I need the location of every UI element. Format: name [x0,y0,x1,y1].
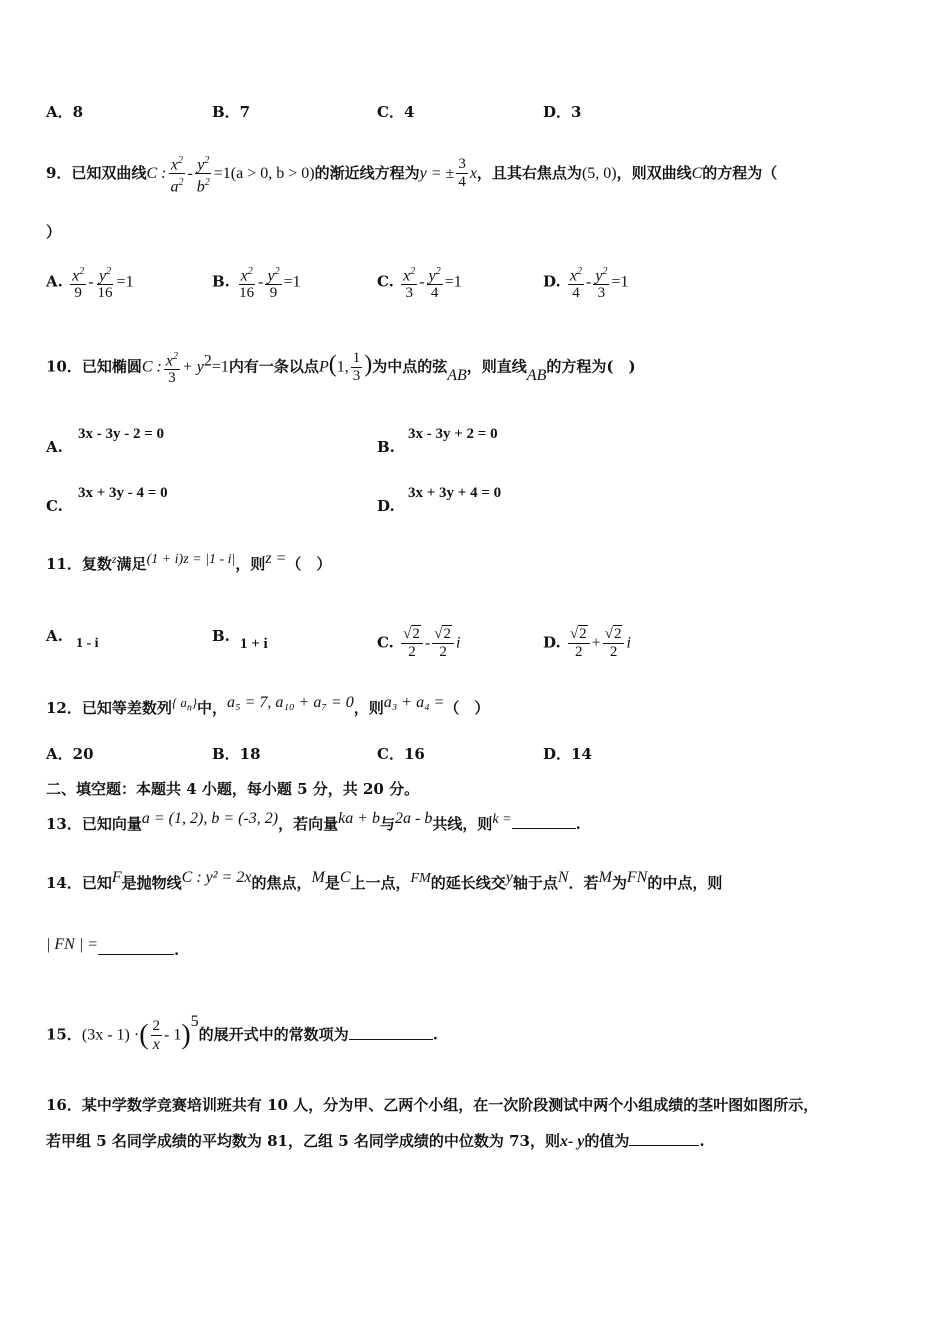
q8-option-b: B．7 [212,103,251,121]
q8-option-c: C．4 [377,103,415,121]
q9-option-d: D. $\frac{x^2}{4}$ - $\frac{y^2}{3}$ =1 [543,263,629,302]
q10-option-b-expr: 3x - 3y + 2 = 0 [408,426,498,442]
q8-option-d: D．3 [543,103,582,121]
question-12: 12．已知等差数列{ $a_n$}中，a₅ = 7, a₁₀ + a₇ = 0，则a₃ + a₄ =（ ） [46,694,490,717]
q9-asym: y = ± [419,164,455,182]
section-2-heading: 二、填空题：本题共 4 小题，每小题 5 分，共 20 分。 [46,780,420,798]
q10-option-a-expr: 3x - 3y - 2 = 0 [78,426,165,442]
q11-option-c: C. $\frac{√2}{2}$ - $\frac{√2}{2}$ i [377,626,461,660]
q9-tail2: ，则双曲线 [616,163,692,182]
q10-option-a-label: A. [46,438,63,456]
question-15: 15．(3x - 1) ·( $\frac{2}{x}$ - 1)$^5$的展开式中的常数项为 . [46,1012,438,1053]
question-10: 10．已知椭圆C : $\frac{x^2}{3}$ + $y^2=1$内有一条以点P(1, $\frac{1}{3}$ )为中点的弦AB，则直线AB的方程为( ) [46,348,636,387]
q9-option-a: A. $\frac{x^2}{9}$ - $\frac{y^2}{16}$ =1 [46,263,134,302]
q8-option-a: A．8 [46,103,84,121]
question-16-line-1: 16．某中学数学竞赛培训班共有 10 人，分为甲、乙两个小组，在一次阶段测试中两个小组成绩的茎叶图如图所示， [46,1096,819,1114]
q11-option-b-expr: 1 + i [240,636,268,652]
question-13: 13．已知向量a = (1, 2), b = (-3, 2)，若向量ka + b与2a - b共线，则k = . [46,810,581,833]
q9-curve: C : [146,164,167,182]
q13-answer-blank[interactable] [512,814,576,829]
q12-option-c: C．16 [377,745,425,763]
q11-option-d: D. $\frac{√2}{2}$ + $\frac{√2}{2}$ i [543,626,631,660]
q9-option-c: C. $\frac{x^2}{3}$ - $\frac{y^2}{4}$ =1 [377,263,462,302]
question-9: 9．已知双曲线C : $\frac{x^2}{a^2}$ - $\frac{y^2}{b^2}$ =1(a > 0, b > 0)的渐近线方程为y = ± $\frac{3}{4}$ x，且其右焦点为(5, 0)，则双曲线C的方程为（ [46,152,777,196]
q10-option-c-expr: 3x + 3y - 4 = 0 [78,485,168,501]
q14-answer-blank[interactable] [98,940,174,955]
q15-answer-blank[interactable] [349,1025,433,1040]
q9-close-paren: ） [46,223,62,241]
q9-label: 9．已知双曲线 [46,163,147,182]
q9-focus: (5, 0) [581,164,617,182]
q9-C: C [691,164,703,182]
q9-frac-x: $\frac{x^2}{a^2}$ [168,152,185,196]
q9-tail: ，且其右焦点为 [476,163,582,182]
q11-option-a-label: A. [46,627,63,645]
q10-option-d-label: D. [377,497,395,515]
q12-option-b: B．18 [212,745,261,763]
q10-option-b-label: B. [377,438,395,456]
q14-answer-line: | FN | = . [46,936,180,959]
question-16-line-2: 若甲组 5 名同学成绩的平均数为 81，乙组 5 名同学成绩的中位数为 73，则x- y的值为 . [46,1132,705,1150]
q12-option-d: D．14 [543,745,592,763]
q10-option-c-label: C. [46,497,63,515]
q9-mid: 的渐近线方程为 [314,163,420,182]
q9-frac-y: $\frac{y^2}{b^2}$ [195,152,212,196]
q9-option-b: B. $\frac{x^2}{16}$ - $\frac{y^2}{9}$ =1 [212,263,301,302]
q12-option-a: A．20 [46,745,94,763]
q9-asym-frac: $\frac{3}{4}$ [458,156,466,191]
q16-answer-blank[interactable] [629,1131,699,1146]
question-11: 11．复数$^z$满足(1 + i)z = |1 - i|，则z =（ ） [46,550,332,573]
q9-cond: =1(a > 0, b > 0) [213,164,315,182]
question-14: 14．已知F是抛物线C : y² = 2x的焦点，M是C上一点，FM的延长线交y轴于点N．若M为FN的中点，则 [46,869,723,892]
q11-option-a-expr: 1 - i [76,636,99,651]
q12-seq: { $a_n$} [171,695,198,714]
q10-option-d-expr: 3x + 3y + 4 = 0 [408,485,502,501]
q11-option-b-label: B. [212,627,230,645]
q9-tail3: 的方程为（ [702,163,778,182]
q9-x: x [469,164,477,182]
